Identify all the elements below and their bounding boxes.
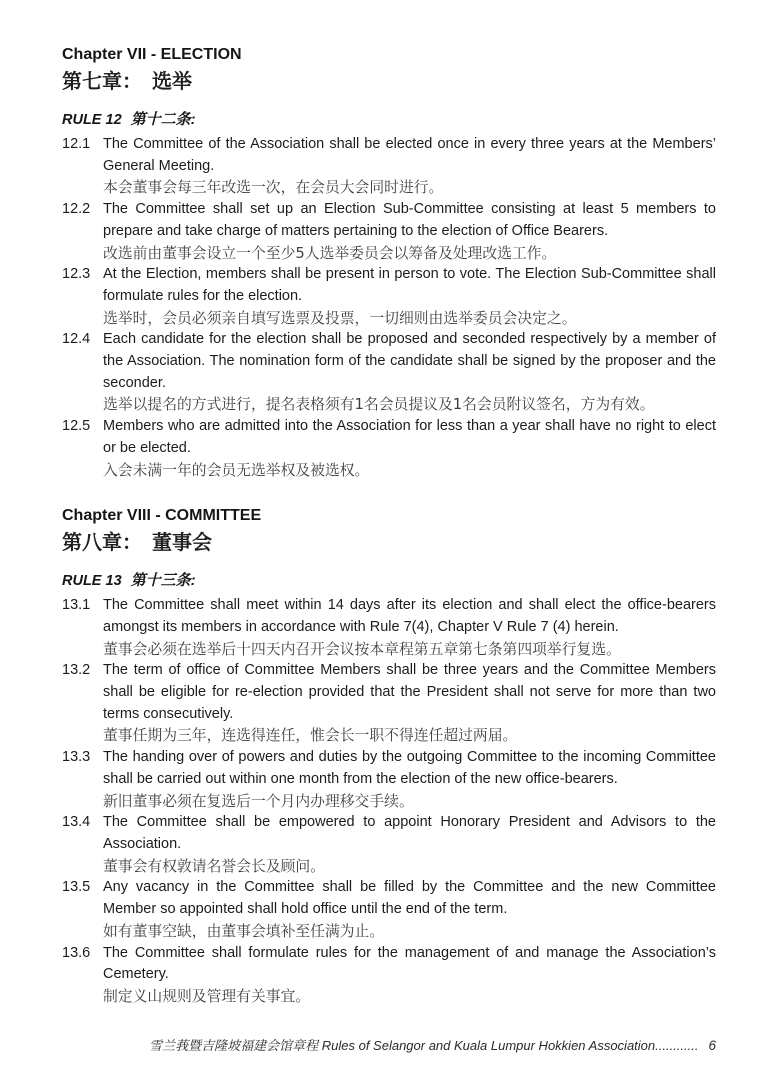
item-text-en: The Committee of the Association shall be elected once in every three years at the Members’ General Meeting. [103,136,716,174]
rule-label-en: RULE 12 [62,112,122,128]
item-number: 12.3 [62,266,91,283]
rule-item [62,134,716,199]
item-text-en: Each candidate for the election shall be proposed and seconded respectively by a member of the Association. The nomination form of the candidate shall be signed by the proposer and the seconder. [103,331,716,391]
item-text-en: The handing over of powers and duties by the outgoing Committee to the incoming Committee shall be carried out within one month from the election of the new office-bearers. [103,749,716,787]
rule-item [62,747,716,812]
rule-items [62,134,716,481]
rule-label-cn: 第十二条: [130,111,196,128]
item-number: 12.2 [62,201,91,218]
item-text-cn: 本会董事会每三年改选一次，在会员大会同时进行。 [103,179,444,197]
item-text-en: Members who are admitted into the Association for less than a year shall have no right to elect or be elected. [103,418,716,456]
item-number: 13.2 [62,662,91,679]
section-chapter-8 [62,505,716,1007]
item-text-en: At the Election, members shall be present in person to vote. The Election Sub-Committee shall formulate rules for the election. [103,266,716,304]
rule-item [62,812,716,877]
item-text-en: The Committee shall be empowered to appoint Honorary President and Advisors to the Association. [103,814,716,852]
item-text-en: The term of office of Committee Members shall be three years and the Committee Members shall be eligible for re-election provided that the President shall not serve for more than two terms consecutively. [103,662,716,722]
item-text-cn: 选举以提名的方式进行，提名表格须有1名会员提议及1名会员附议签名，方为有效。 [103,396,655,414]
rule-items [62,595,716,1007]
item-number: 13.1 [62,597,91,614]
item-text-cn: 制定义山规则及管理有关事宜。 [103,987,311,1005]
page-number: 6 [708,1038,716,1053]
item-number: 13.6 [62,944,91,961]
rule-item [62,595,716,660]
chapter-heading-en: Chapter VIII - COMMITTEE [62,507,262,525]
item-text-cn: 如有董事空缺，由董事会填补至任满为止。 [103,922,385,940]
item-text-en: The Committee shall set up an Election Sub-Committee consisting at least 5 members to prepare and take charge of matters pertaining to the election of Office Bearers. [103,201,716,239]
rule-item [62,416,716,481]
section-chapter-7 [62,44,716,481]
item-text-cn: 选举时，会员必须亲自填写选票及投票，一切细则由选举委员会决定之。 [103,309,577,327]
item-text-cn: 改选前由董事会设立一个至少5人选举委员会以筹备及处理改选工作。 [103,244,557,262]
item-text-cn: 董事会有权敦请名誉会长及顾问。 [103,857,325,875]
chapter-heading-en: Chapter VII - ELECTION [62,46,242,63]
item-text-cn: 新旧董事必须在复选后一个月内办理移交手续。 [103,792,414,810]
rule-item [62,877,716,942]
item-text-cn: 入会未满一年的会员无选举权及被选权。 [103,461,370,479]
item-text-en: The Committee shall formulate rules for the management of and manage the Association’s Cemetery. [103,944,716,983]
item-text-cn: 董事任期为三年，连选得连任，惟会长一职不得连任超过两届。 [103,727,518,745]
rule-item [62,199,716,264]
rule-heading [62,110,716,130]
chapter-heading-cn: 第七章： 选举 [62,69,192,93]
item-text-en: The Committee shall meet within 14 days after its election and shall elect the office-bearers amongst its members in accordance with Rule 7(4), Chapter V Rule 7 (4) herein. [103,597,716,635]
footer-text: 雪兰莪暨吉隆坡福建会馆章程 Rules of Selangor and Kuala Lumpur Hokkien Association............ [149,1038,699,1053]
rule-item [62,264,716,329]
rule-item [62,660,716,747]
rule-label-cn: 第十三条: [130,572,196,590]
item-text-cn: 董事会必须在选举后十四天内召开会议按本章程第五章第七条第四项举行复选。 [103,640,621,658]
item-number: 12.4 [62,331,91,348]
rule-heading [62,571,716,591]
item-text-en: Any vacancy in the Committee shall be filled by the Committee and the new Committee Member so appointed shall hold office until the end of the term. [103,879,716,918]
page-footer [62,1038,716,1054]
rule-item [62,943,716,1008]
item-number: 13.4 [62,814,91,831]
item-number: 13.3 [62,749,91,766]
item-number: 13.5 [62,879,91,896]
item-number: 12.1 [62,136,91,152]
chapter-heading-cn: 第八章： 董事会 [62,530,212,555]
item-number: 12.5 [62,418,91,435]
rule-item [62,329,716,416]
rule-label-en: RULE 13 [62,573,122,590]
